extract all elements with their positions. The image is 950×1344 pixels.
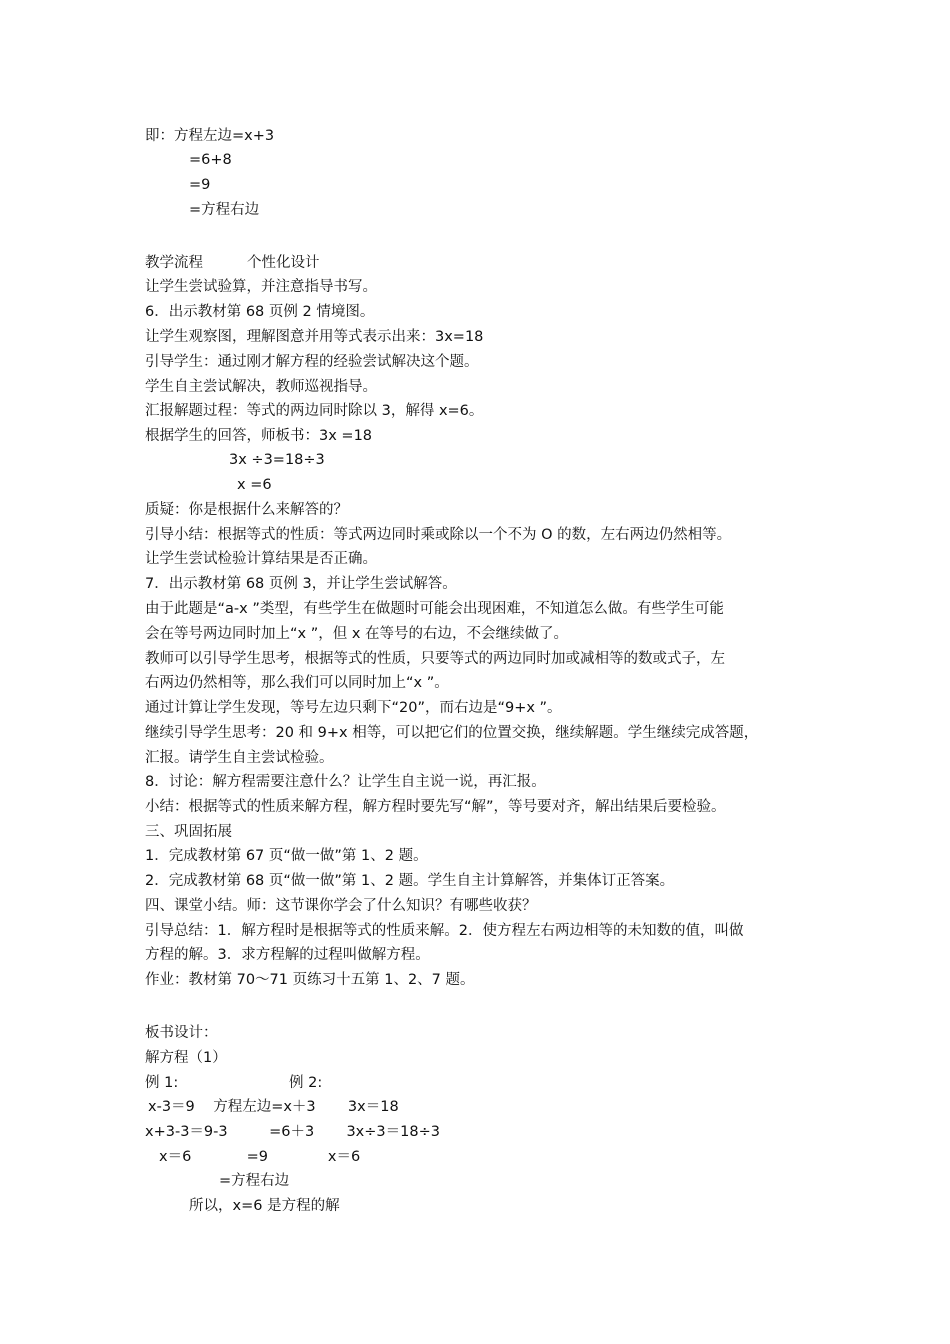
- board-row-4: =方程右边: [219, 1173, 290, 1189]
- body-line: 3x ÷3=18÷3: [229, 452, 325, 468]
- body-line: 质疑：你是根据什么来解答的？: [145, 502, 348, 518]
- board-example-1-label: 例 1:: [145, 1075, 179, 1091]
- intro-line-2: =6+8: [189, 152, 232, 168]
- body-line: 2．完成教材第 68 页“做一做”第 1、2 题。学生自主计算解答，并集体订正答案。: [145, 873, 675, 889]
- body-line: 让学生尝试检验计算结果是否正确。: [145, 551, 377, 567]
- board-title: 解方程（1）: [145, 1050, 227, 1066]
- body-line: 继续引导学生思考：20 和 9+x 相等，可以把它们的位置交换，继续解题。学生继续完成答题，: [145, 725, 759, 741]
- body-line: 让学生尝试验算，并注意指导书写。: [145, 279, 377, 295]
- intro-line-3: =9: [189, 177, 211, 193]
- body-line: 小结：根据等式的性质来解方程，解方程时要先写“解”，等号要对齐，解出结果后要检验。: [145, 799, 726, 815]
- body-line: 会在等号两边同时加上“x ”，但 x 在等号的右边，不会继续做了。: [145, 626, 569, 642]
- body-line: 汇报解题过程：等式的两边同时除以 3，解得 x=6。: [145, 403, 484, 419]
- board-example-2-label: 例 2:: [289, 1075, 323, 1091]
- body-line: x =6: [237, 477, 272, 493]
- flow-header-col1: 教学流程: [145, 255, 203, 271]
- body-line: 作业：教材第 70～71 页练习十五第 1、2、7 题。: [145, 972, 475, 988]
- body-line: 7．出示教材第 68 页例 3，并让学生尝试解答。: [145, 576, 457, 592]
- body-line: 方程的解。3．求方程解的过程叫做解方程。: [145, 947, 430, 963]
- board-row-3: x＝6 =9 x＝6: [159, 1149, 361, 1165]
- body-line: 四、课堂小结。师：这节课你学会了什么知识？有哪些收获？: [145, 898, 537, 914]
- body-line: 引导小结：根据等式的性质：等式两边同时乘或除以一个不为 O 的数，左右两边仍然相等。: [145, 527, 732, 543]
- body-line: 汇报。请学生自主尝试检验。: [145, 750, 334, 766]
- body-line: 学生自主尝试解决，教师巡视指导。: [145, 379, 377, 395]
- body-line: 由于此题是“a-x ”类型，有些学生在做题时可能会出现困难，不知道怎么做。有些学生可能: [145, 601, 724, 617]
- intro-line-1: 即：方程左边=x+3: [145, 128, 275, 144]
- intro-line-4: =方程右边: [189, 202, 260, 218]
- board-heading: 板书设计：: [145, 1025, 218, 1041]
- body-line: 引导学生：通过刚才解方程的经验尝试解决这个题。: [145, 354, 479, 370]
- board-row-1: x-3＝9 方程左边=x＋3 3x＝18: [148, 1099, 399, 1115]
- body-line: 引导总结：1．解方程时是根据等式的性质来解。2．使方程左右两边相等的未知数的值，叫做: [145, 923, 744, 939]
- body-line: 三、巩固拓展: [145, 824, 232, 840]
- body-line: 右两边仍然相等，那么我们可以同时加上“x ”。: [145, 675, 449, 691]
- board-conclusion: 所以，x=6 是方程的解: [189, 1198, 340, 1214]
- body-line: 8．讨论：解方程需要注意什么？让学生自主说一说，再汇报。: [145, 774, 546, 790]
- flow-header-col2: 个性化设计: [247, 255, 320, 271]
- body-line: 教师可以引导学生思考，根据等式的性质，只要等式的两边同时加或减相等的数或式子，左: [145, 651, 725, 667]
- body-line: 1．完成教材第 67 页“做一做”第 1、2 题。: [145, 848, 428, 864]
- body-line: 根据学生的回答，师板书：3x =18: [145, 428, 373, 444]
- body-line: 通过计算让学生发现，等号左边只剩下“20”，而右边是“9+x ”。: [145, 700, 562, 716]
- body-line: 6．出示教材第 68 页例 2 情境图。: [145, 304, 375, 320]
- body-line: 让学生观察图，理解图意并用等式表示出来：3x=18: [145, 329, 484, 345]
- board-row-2: x+3-3＝9-3 =6＋3 3x÷3＝18÷3: [145, 1124, 440, 1140]
